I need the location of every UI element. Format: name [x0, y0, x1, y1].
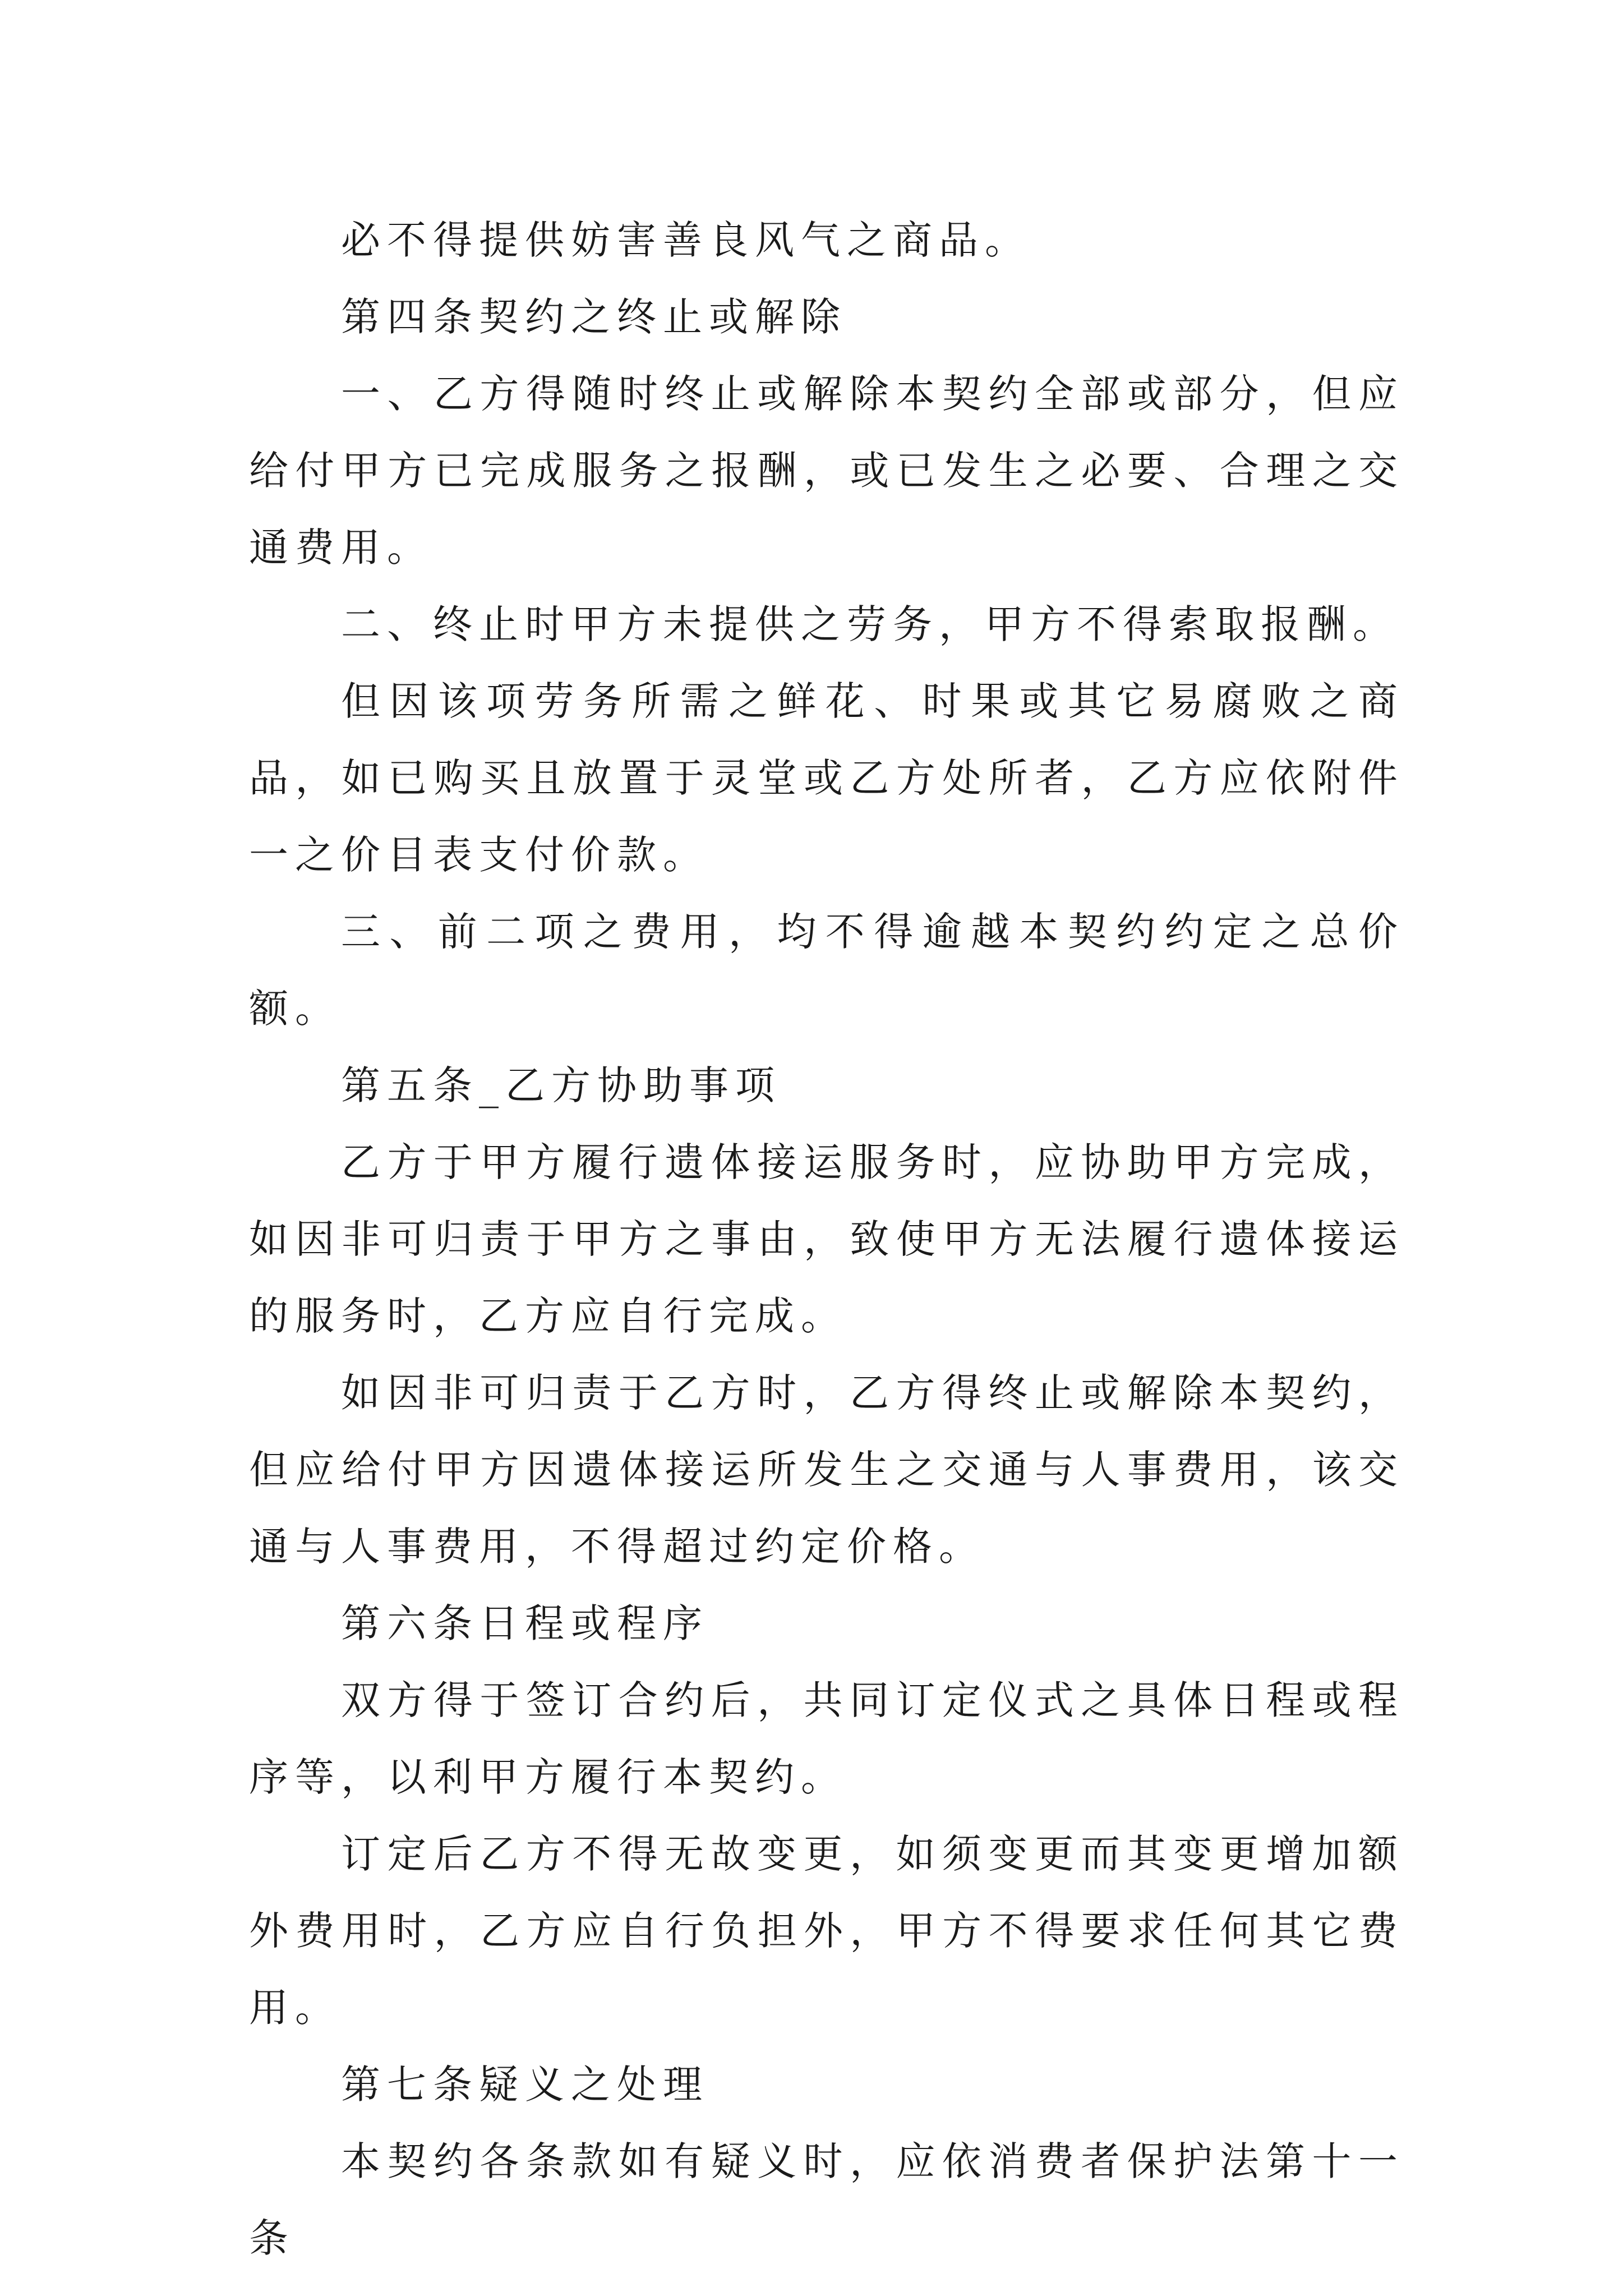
- paragraph: 必不得提供妨害善良风气之商品。: [341, 217, 1031, 263]
- paragraph: 本契约各条款如有疑义时，应依消费者保护法第十一条: [249, 2138, 1404, 2261]
- paragraph: 如因非可归责于乙方时，乙方得终止或解除本契约，但应给付甲方因遗体接运所发生之交通与人事费用，该交通与人事费用，不得超过约定价格。: [249, 1370, 1404, 1570]
- section-heading: 第七条疑义之处理: [341, 2062, 709, 2108]
- paragraph: 订定后乙方不得无故变更，如须变更而其变更增加额外费用时，乙方应自行负担外，甲方不得要求任何其它费用。: [249, 1831, 1404, 2031]
- paragraph: 但因该项劳务所需之鲜花、时果或其它易腐败之商品，如已购买且放置于灵堂或乙方处所者，乙方应依附件一之价目表支付价款。: [249, 678, 1404, 878]
- section-heading: 第五条_乙方协助事项: [341, 1062, 781, 1108]
- paragraph: 一、乙方得随时终止或解除本契约全部或部分，但应给付甲方已完成服务之报酬，或已发生之必要、合理之交通费用。: [249, 371, 1404, 570]
- paragraph: 乙方于甲方履行遗体接运服务时，应协助甲方完成，如因非可归责于甲方之事由，致使甲方无法履行遗体接运的服务时，乙方应自行完成。: [249, 1139, 1404, 1339]
- paragraph: 双方得于签订合约后，共同订定仪式之具体日程或程序等，以利甲方履行本契约。: [249, 1677, 1404, 1800]
- section-heading: 第六条日程或程序: [341, 1600, 709, 1646]
- document-body: [249, 202, 1404, 2277]
- section-heading: 第四条契约之终止或解除: [341, 294, 847, 340]
- paragraph: 三、前二项之费用，均不得逾越本契约约定之总价额。: [249, 909, 1404, 1032]
- paragraph: 二、终止时甲方未提供之劳务，甲方不得索取报酬。: [341, 601, 1399, 647]
